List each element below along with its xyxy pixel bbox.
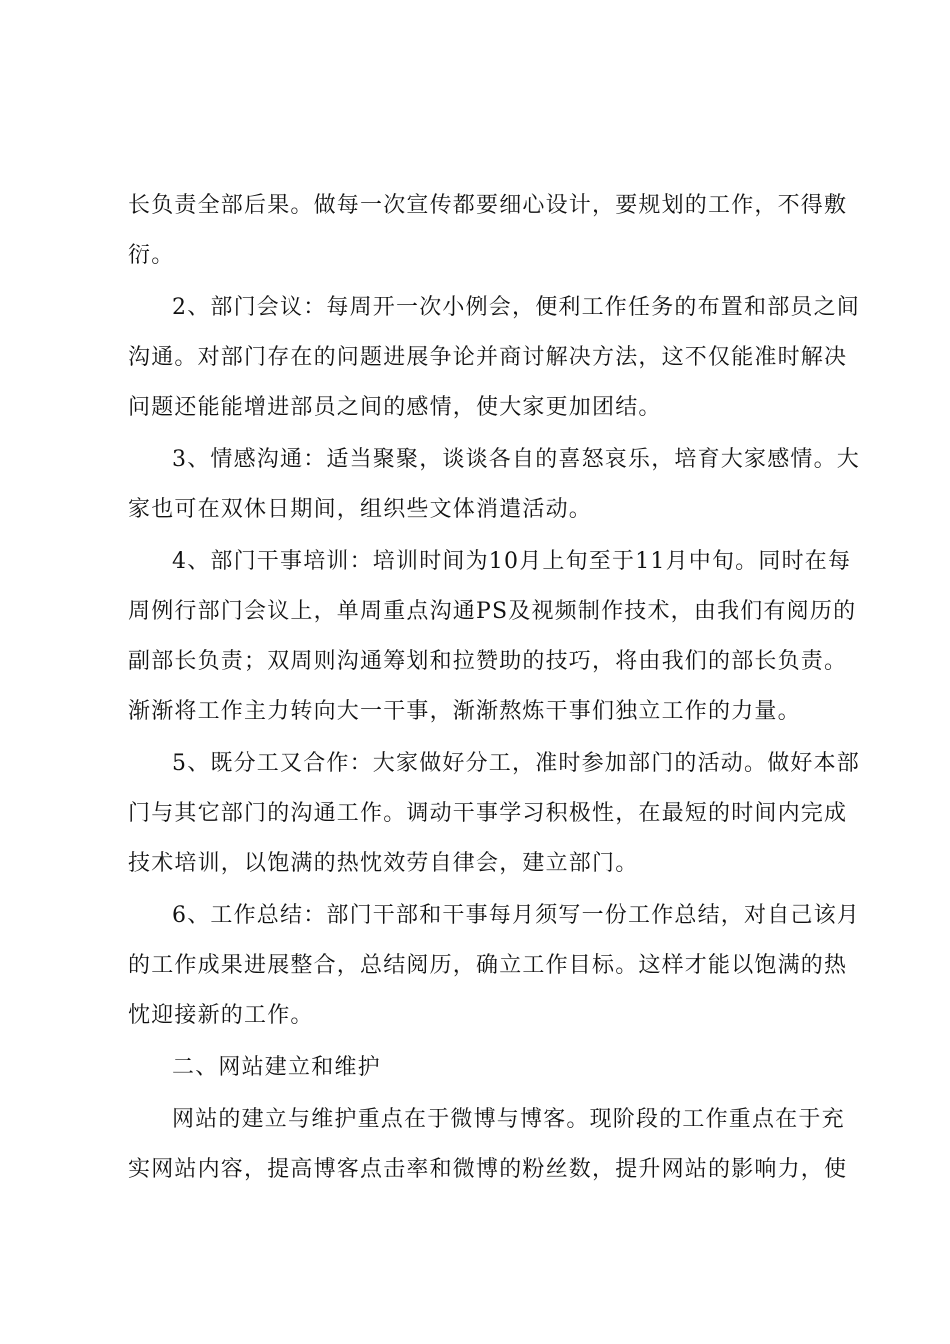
section-heading: 二、网站建立和维护	[172, 1055, 381, 1080]
text-line: 忱迎接新的工作。	[128, 1003, 314, 1028]
text-line: 周例行部门会议上，单周重点沟通PS及视频制作技术，由我们有阅历的	[128, 599, 857, 624]
text-line: 长负责全部后果。做每一次宣传都要细心设计，要规划的工作，不得敷	[128, 193, 848, 218]
text-line: 的工作成果进展整合，总结阅历，确立工作目标。这样才能以饱满的热	[128, 953, 848, 978]
text-line: 门与其它部门的沟通工作。调动干事学习积极性，在最短的时间内完成	[128, 801, 848, 826]
paragraph-first-line: 网站的建立与维护重点在于微博与博客。现阶段的工作重点在于充	[172, 1107, 845, 1132]
text-line: 问题还能能增进部员之间的感情，使大家更加团结。	[128, 395, 662, 420]
text-line: 沟通。对部门存在的问题进展争论并商讨解决方法，这不仅能准时解决	[128, 345, 848, 370]
paragraph-first-line: 5、既分工又合作：大家做好分工，准时参加部门的活动。做好本部	[172, 751, 860, 776]
text-line: 副部长负责；双周则沟通筹划和拉赞助的技巧，将由我们的部长负责。	[128, 649, 848, 674]
text-line: 渐渐将工作主力转向大一干事，渐渐熬炼干事们独立工作的力量。	[128, 699, 801, 724]
text-line: 家也可在双休日期间，组织些文体消遣活动。	[128, 497, 593, 522]
paragraph-first-line: 4、部门干事培训：培训时间为10月上旬至于11月中旬。同时在每	[172, 549, 852, 574]
paragraph-first-line: 6、工作总结：部门干部和干事每月须写一份工作总结，对自己该月	[172, 903, 860, 928]
text-line: 实网站内容，提高博客点击率和微博的粉丝数，提升网站的影响力，使	[128, 1157, 848, 1182]
paragraph-first-line: 3、情感沟通：适当聚聚，谈谈各自的喜怒哀乐，培育大家感情。大	[172, 447, 860, 472]
text-line: 技术培训，以饱满的热忱效劳自律会，建立部门。	[128, 851, 639, 876]
paragraph-first-line: 2、部门会议：每周开一次小例会，便利工作任务的布置和部员之间	[172, 295, 860, 320]
text-line: 衍。	[128, 243, 175, 268]
